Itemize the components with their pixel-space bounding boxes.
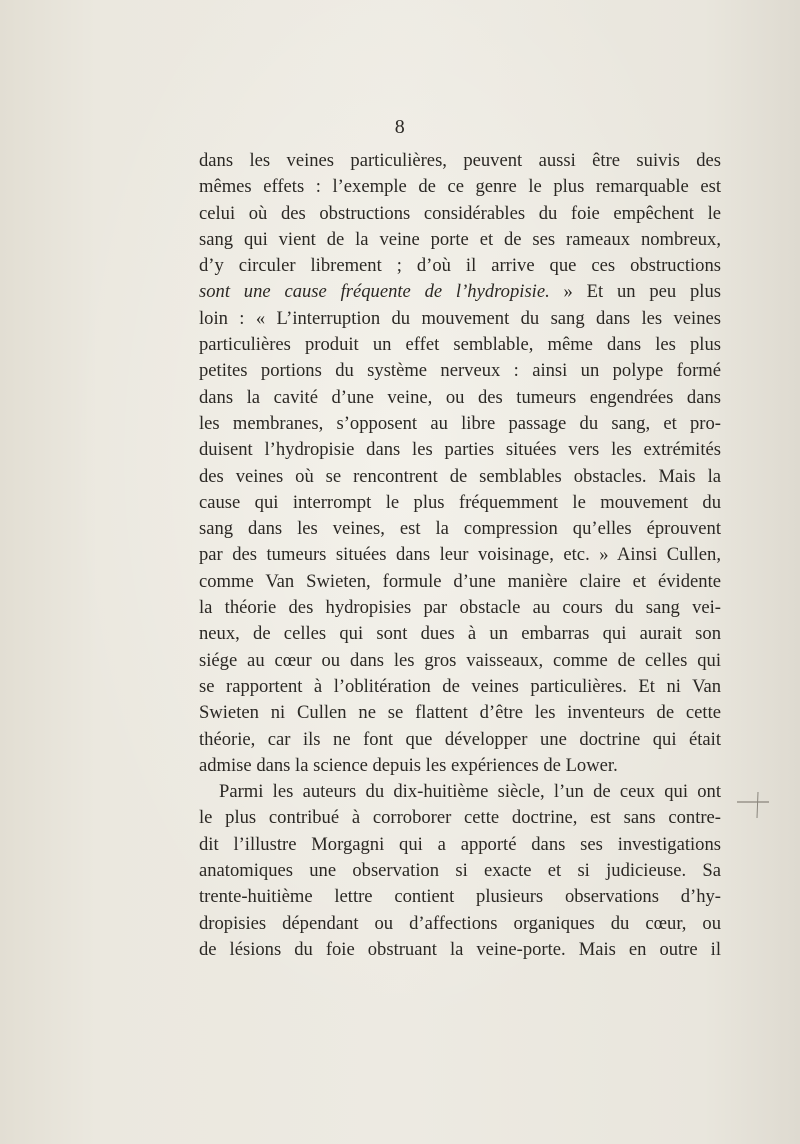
- text-line: siége au cœur ou dans les gros vaisseaux, comme de celles qui: [199, 649, 721, 671]
- text-line: Parmi les auteurs du dix-huitième siècle, l’un de ceux qui ont: [219, 781, 721, 803]
- text-line: des veines où se rencontrent de semblables obstacles. Mais la: [199, 465, 721, 487]
- text-line: dans les veines particulières, peuvent aussi être suivis des: [199, 150, 721, 171]
- margin-cross-mark: [736, 790, 770, 820]
- text-line: mêmes effets : l’exemple de ce genre le plus remarquable est: [199, 176, 721, 198]
- text-line: petites portions du système nerveux : ainsi un polype formé: [199, 360, 721, 382]
- text-line: par des tumeurs situées dans leur voisinage, etc. » Ainsi Cullen,: [199, 544, 721, 566]
- text-line: d’y circuler librement ; d’où il arrive que ces obstructions: [199, 255, 721, 277]
- text-line: dropisies dépendant ou d’affections organiques du cœur, ou: [199, 912, 721, 934]
- text-line: se rapportent à l’oblitération de veines particulières. Et ni Van: [199, 675, 721, 697]
- text-line: particulières produit un effet semblable, même dans les plus: [199, 334, 721, 356]
- text-line: sang dans les veines, est la compression qu’elles éprouvent: [199, 518, 721, 540]
- text-line: Swieten ni Cullen ne se flattent d’être les inventeurs de cette: [199, 702, 721, 724]
- italic-quote: sont une cause fréquente de l’hydropisie.: [199, 281, 550, 303]
- text-line: loin : « L’interruption du mouvement du sang dans les veines: [199, 307, 721, 329]
- text-line: celui où des obstructions considérables du foie empêchent le: [199, 202, 721, 224]
- text-line: le plus contribué à corroborer cette doctrine, est sans contre-: [199, 807, 721, 829]
- text-line: les membranes, s’opposent au libre passage du sang, et pro-: [199, 412, 721, 434]
- text-line: la théorie des hydropisies par obstacle au cours du sang vei-: [199, 597, 721, 619]
- text-line: cause qui interrompt le plus fréquemment le mouvement du: [199, 491, 721, 513]
- body-text: [199, 148, 721, 963]
- text-run: » Et un peu plus: [549, 281, 721, 303]
- text-line: de lésions du foie obstruant la veine-porte. Mais en outre il: [199, 938, 721, 960]
- text-line: dit l’illustre Morgagni qui a apporté dans ses investigations: [199, 833, 721, 855]
- text-line: duisent l’hydropisie dans les parties situées vers les extrémités: [199, 439, 721, 461]
- text-line: neux, de celles qui sont dues à un embarras qui aurait son: [199, 623, 721, 645]
- page-number: 8: [394, 116, 406, 138]
- text-line: trente-huitième lettre contient plusieurs observations d’hy-: [199, 886, 721, 908]
- text-line: dans la cavité d’une veine, ou des tumeurs engendrées dans: [199, 386, 721, 408]
- text-line: sang qui vient de la veine porte et de ses rameaux nombreux,: [199, 228, 721, 250]
- text-line: anatomiques une observation si exacte et si judicieuse. Sa: [199, 860, 721, 882]
- text-line: [199, 279, 721, 305]
- text-line: admise dans la science depuis les expériences de Lower.: [199, 754, 618, 776]
- text-line: comme Van Swieten, formule d’une manière claire et évidente: [199, 570, 721, 592]
- text-line: théorie, car ils ne font que développer une doctrine qui était: [199, 728, 721, 750]
